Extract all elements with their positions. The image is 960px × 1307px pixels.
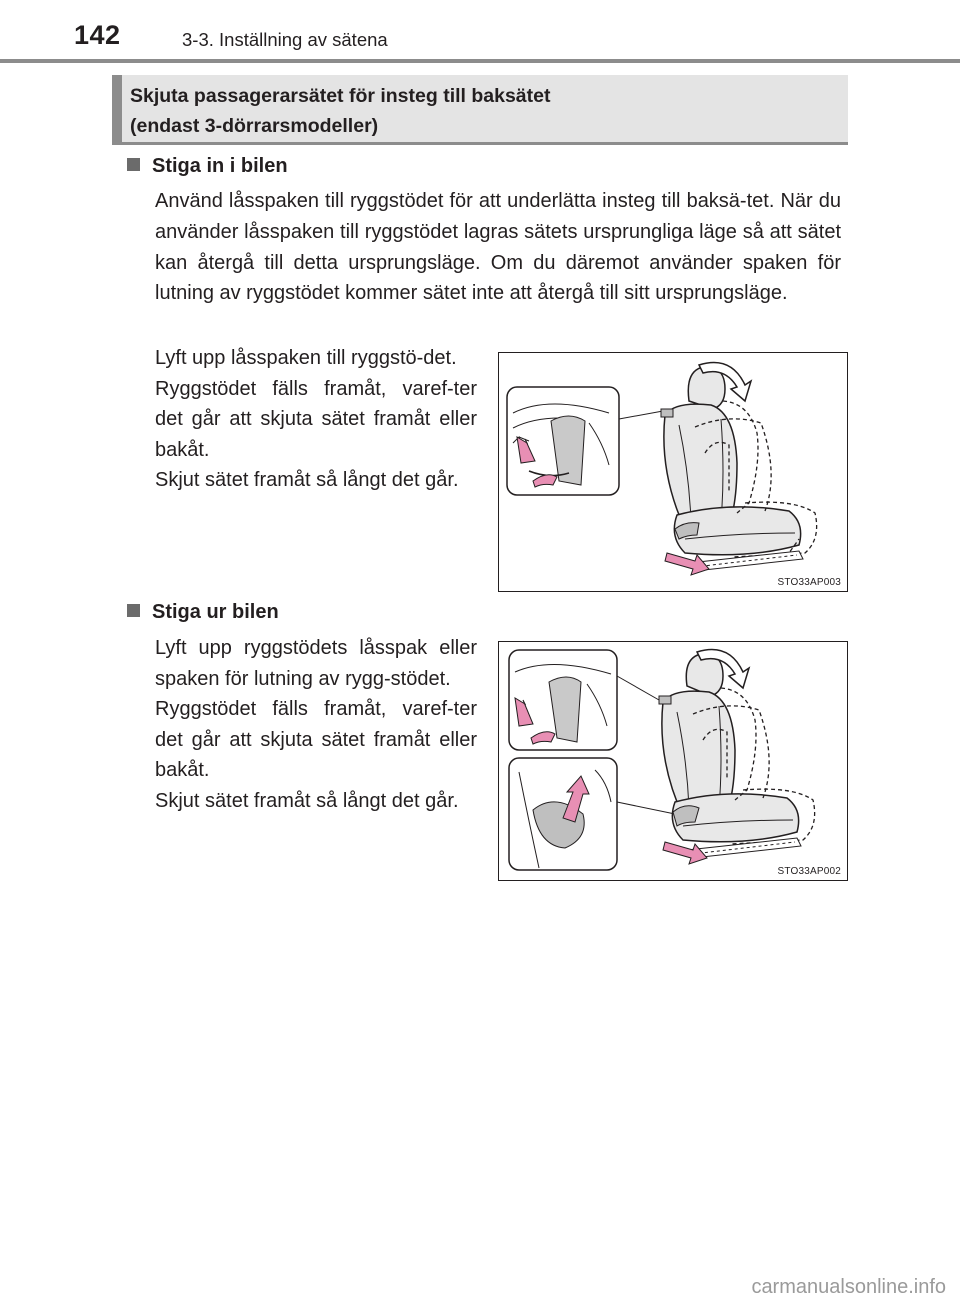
step-text: Lyft upp ryggstödets låsspak eller spaken för lutning av rygg-stödet. [155, 637, 477, 690]
seat-figure-exit [498, 641, 848, 881]
seat-figure-enter [498, 352, 848, 592]
watermark: carmanualsonline.info [751, 1276, 946, 1298]
square-bullet-icon [127, 158, 140, 171]
topic-title-line-1: Skjuta passagerarsätet för insteg till baksätet [130, 85, 551, 107]
figure-code: STO33AP003 [777, 577, 841, 588]
step-text: Lyft upp låsspaken till ryggstö-det. [155, 347, 457, 369]
page-number: 142 [74, 20, 121, 50]
seat-illustration [499, 353, 846, 590]
square-bullet-icon [127, 604, 140, 617]
steps-enter [155, 343, 477, 496]
topic-title-box [112, 75, 848, 145]
step-text: Skjut sätet framåt så långt det går. [155, 469, 459, 491]
header-rule [0, 59, 960, 63]
paragraph-enter: Använd låsspaken till ryggstödet för att underlätta insteg till baksä-tet. När du använder låsspaken till ryggstödet lagras sätets ursprungliga läge så att sätet kan återgå till detta ursprungsläge. Om du däremot använder spaken för lutning av ryggstödet kommer sätet inte att återgå till sitt ursprungsläge. [155, 190, 841, 305]
figure-code: STO33AP002 [777, 866, 841, 877]
step-text: Ryggstödet fälls framåt, varef-ter det går att skjuta sätet framåt eller bakåt. [155, 377, 477, 461]
seat-illustration [499, 642, 846, 879]
topic-title-line-2: (endast 3-dörrarsmodeller) [130, 115, 379, 137]
step-text: Skjut sätet framåt så långt det går. [155, 789, 459, 812]
subheading-enter: Stiga in i bilen [127, 153, 288, 179]
step-text: Ryggstödet fälls framåt, varef-ter det går att skjuta sätet framåt eller bakåt. [155, 698, 477, 781]
section-title: 3-3. Inställning av sätena [182, 29, 388, 50]
page-header [0, 0, 960, 62]
subheading-exit: Stiga ur bilen [127, 599, 279, 625]
steps-exit [155, 633, 477, 816]
